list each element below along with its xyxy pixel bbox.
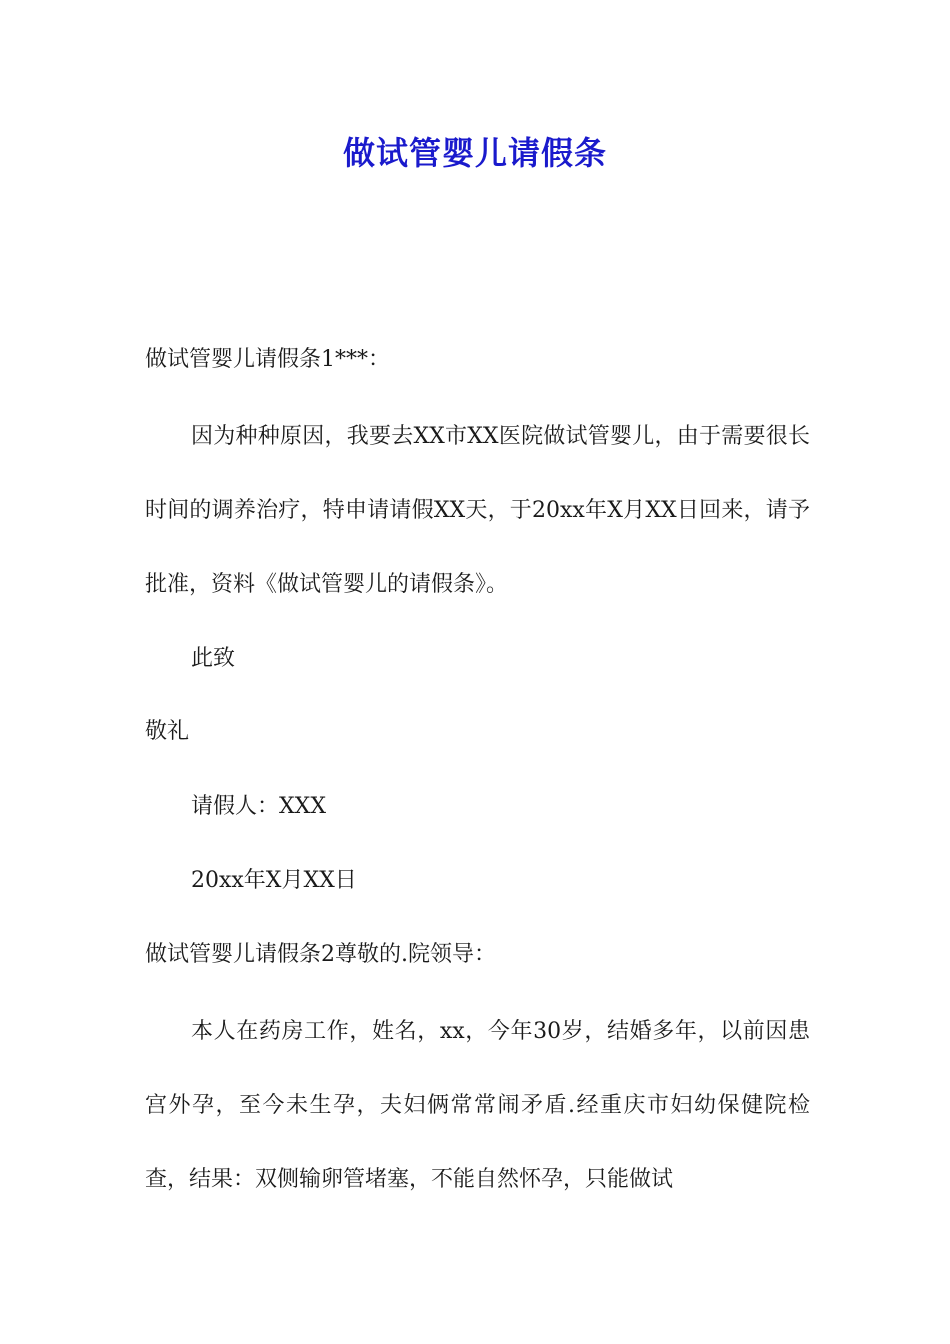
body-paragraph-2: 本人在药房工作，姓名，xx，今年30岁，结婚多年，以前因患宫外孕，至今未生孕，夫妇俩常常闹矛盾.经重庆市妇幼保健院检查，结果：双侧输卵管堵塞，不能自然怀孕，只能做试 bbox=[145, 1019, 810, 1192]
closing-line-jingli: 敬礼 bbox=[145, 719, 190, 744]
document-title: 做试管婴儿请假条 bbox=[342, 134, 607, 172]
closing-line-cizhi: 此致 bbox=[191, 646, 236, 671]
signature-line: 请假人：XXX bbox=[191, 794, 326, 819]
letter-heading-1: 做试管婴儿请假条1***： bbox=[145, 347, 390, 372]
body-paragraph-1: 因为种种原因，我要去XX市XX医院做试管婴儿，由于需要很长时间的调养治疗，特申请请假XX天，于20xx年X月XX日回来，请予批准，资料《做试管婴儿的请假条》。 bbox=[145, 424, 810, 597]
date-line: 20xx年X月XX日 bbox=[191, 868, 357, 893]
letter-heading-2: 做试管婴儿请假条2尊敬的.院领导： bbox=[145, 942, 496, 967]
